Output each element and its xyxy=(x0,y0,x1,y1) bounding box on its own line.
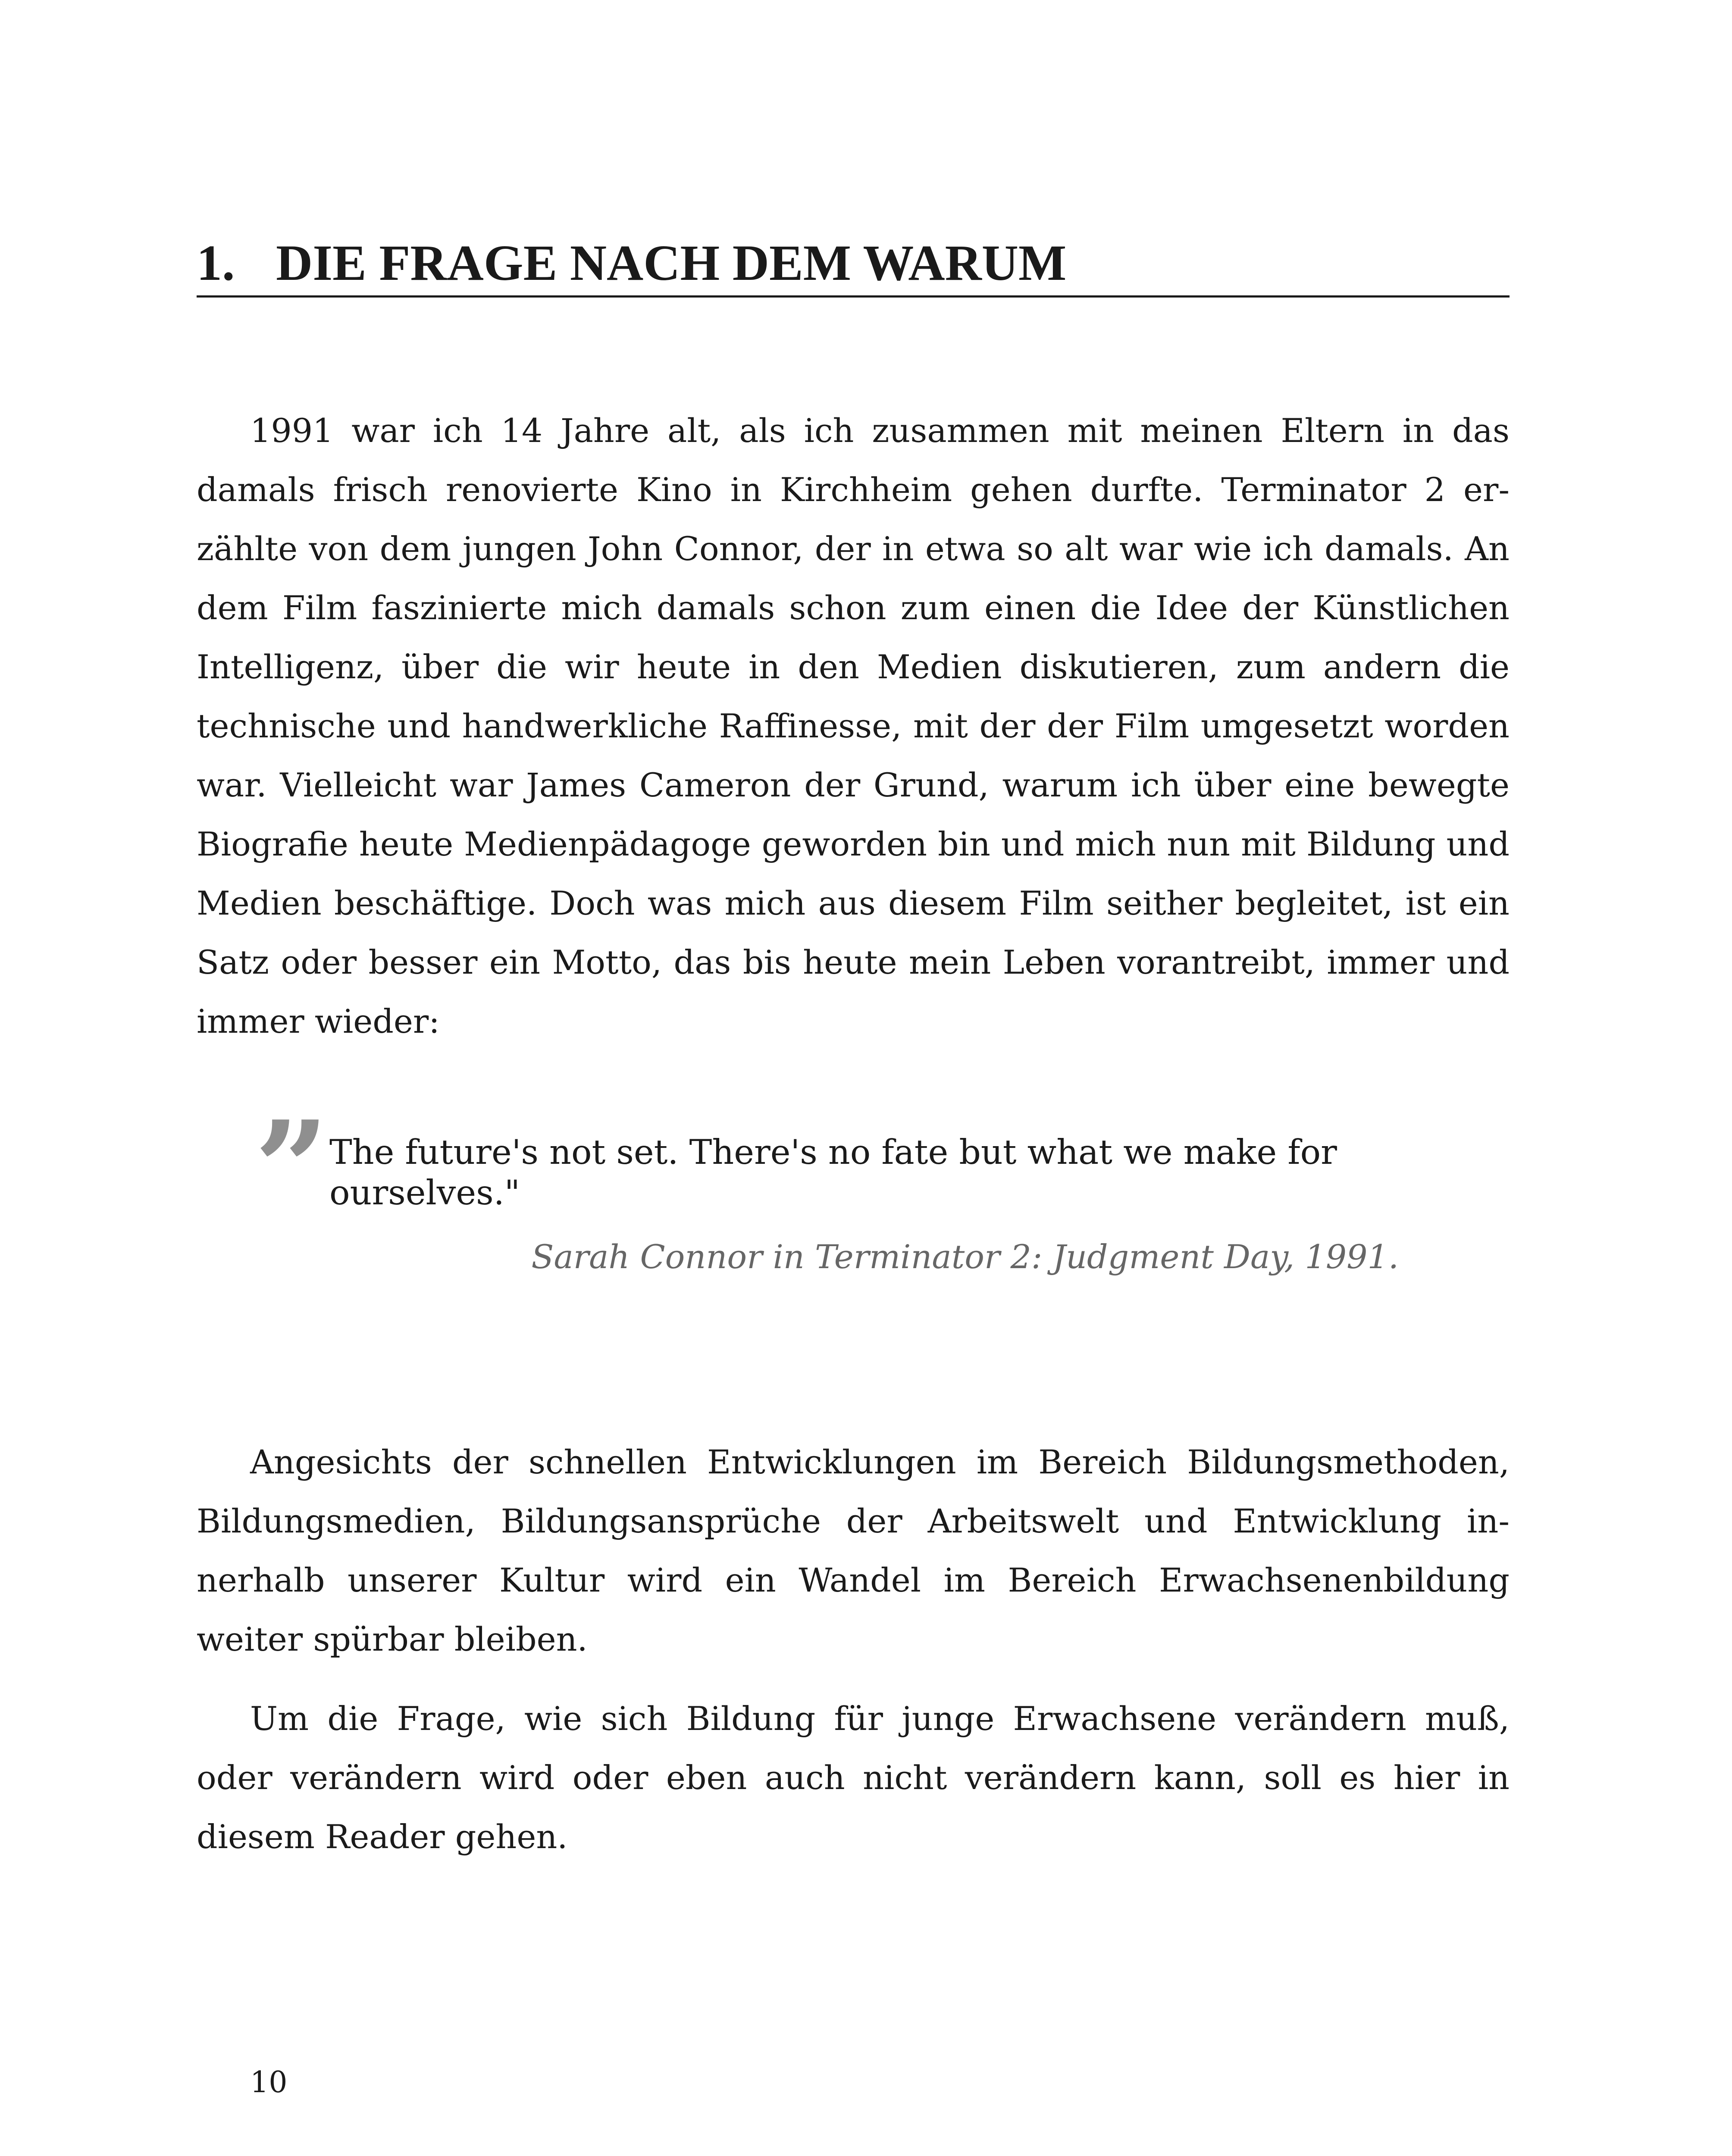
quote-source: Sarah Connor in Terminator 2: Judgment Day, 1991. xyxy=(531,1238,1399,1276)
chapter-heading xyxy=(197,231,1510,298)
body-paragraph-1: 1991 war ich 14 Jahre alt, als ich zusammen mit meinen Eltern in das damals frisch renovierte Kino in Kirchheim gehen durfte. Terminator 2 erzählte von dem jungen John Connor, der in etwa so alt war wie ich damals. An dem Film faszinierte mich damals schon zum einen die Idee der Künstlichen Intelligenz, über die wir heute in den Medien diskutieren, zum andern die technische und handwerkliche Raffinesse, mit der der Film umgesetzt worden war. Vielleicht war James Cameron der Grund, warum ich über eine bewegte Biografie heute Medienpädagoge geworden bin und mich nun mit Bildung und Medien beschäftige. Doch was mich aus diesem Film seither begleitet, ist ein Satz oder besser ein Motto, das bis heute mein Leben vorantreibt, immer und immer wieder: xyxy=(197,411,1510,1040)
quotation-mark-icon: ” xyxy=(254,1092,329,1244)
chapter-title: DIE FRAGE NACH DEM WARUM xyxy=(276,235,1067,291)
body-paragraph-2: Angesichts der schnellen Entwicklungen im Bereich Bildungsmethoden, Bildungsmedien, Bildungsansprüche der Arbeitswelt und Entwicklung innerhalb unserer Kultur wird ein Wandel im Bereich Erwachsenenbildung weiter spürbar bleiben. xyxy=(197,1443,1510,1658)
chapter-number: 1. xyxy=(197,235,235,291)
page-number: 10 xyxy=(250,2065,288,2100)
quote-text: The future's not set. There's no fate but what we make for ourselves." xyxy=(329,1132,1337,1213)
body-paragraph-3: Um die Frage, wie sich Bildung für junge Erwachsene verändern muß, oder verändern wird oder eben auch nicht verändern kann, soll es hier in diesem Reader gehen. xyxy=(197,1699,1510,1856)
